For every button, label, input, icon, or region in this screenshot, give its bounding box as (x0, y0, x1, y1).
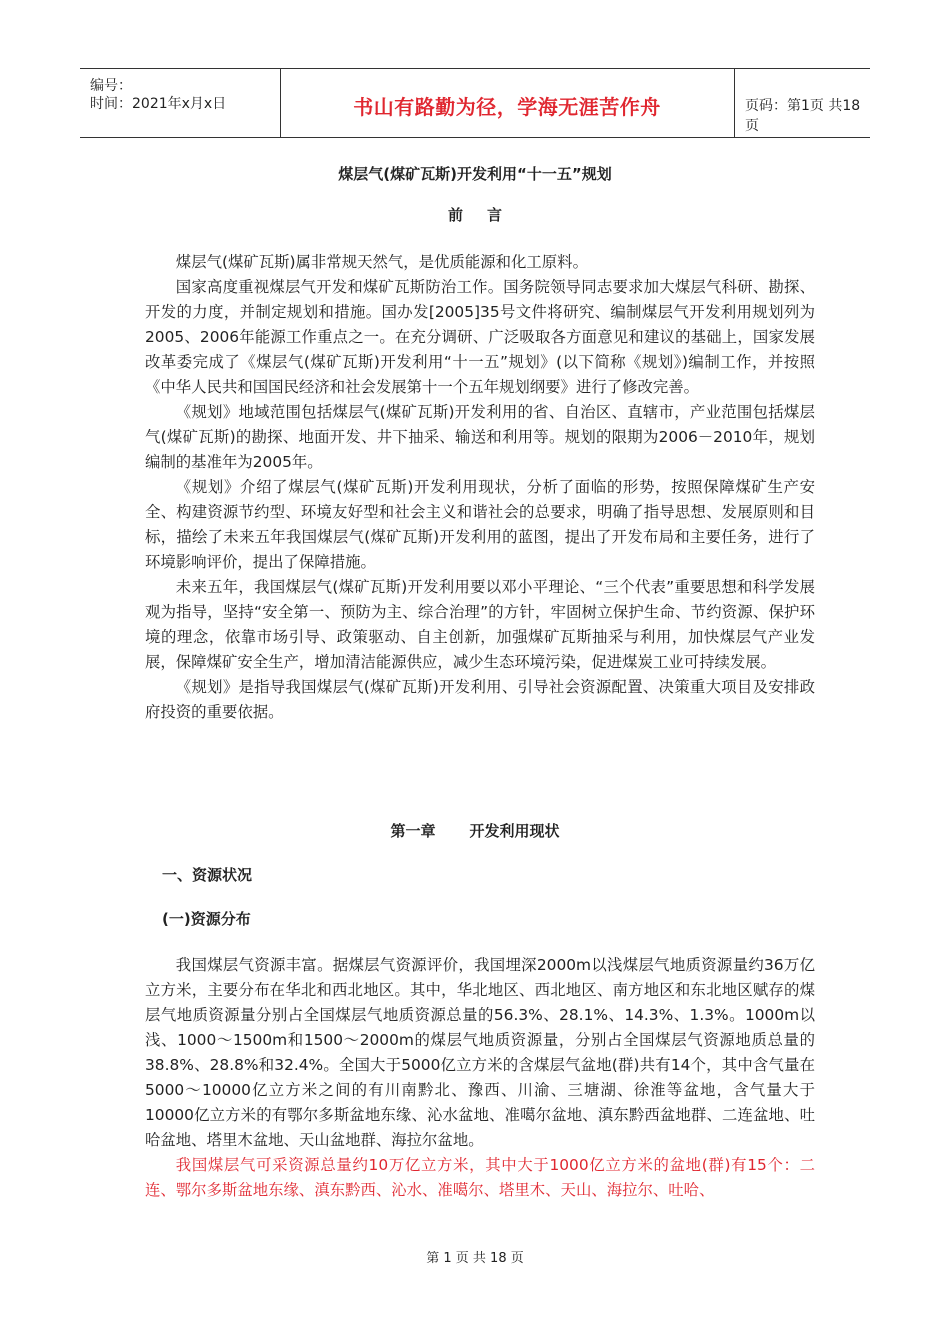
number-label: 编号： (90, 78, 132, 94)
paragraph: 《规划》是指导我国煤层气(煤矿瓦斯)开发利用、引导社会资源配置、决策重大项目及安排政府投资的重要依据。 (145, 678, 815, 721)
paragraph: 《规划》介绍了煤层气(煤矿瓦斯)开发利用现状，分析了面临的形势，按照保障煤矿生产安全、构建资源节约型、环境友好型和社会主义和谐社会的总要求，明确了指导思想、发展原则和目标，描绘了未来五年我国煤层气(煤矿瓦斯)开发利用的蓝图，提出了开发布局和主要任务，进行了环境影响评价，提出了保障措施。 (145, 478, 815, 571)
time-label: 时间：2021年x月x日 (90, 96, 227, 112)
subsection-heading: (一)资源分布 (162, 910, 251, 928)
document-header (80, 68, 870, 138)
motto: 书山有路勤为径，学海无涯苦作舟 (353, 95, 661, 119)
paragraph: 煤层气(煤矿瓦斯)属非常规天然气，是优质能源和化工原料。 (175, 253, 588, 271)
paragraph: 《规划》地域范围包括煤层气(煤矿瓦斯)开发利用的省、自治区、直辖市，产业范围包括煤层气(煤矿瓦斯)的勘探、地面开发、井下抽采、输送和利用等。规划的限期为2006－2010年，规划编制的基准年为2005年。 (145, 403, 815, 471)
resource-body (145, 953, 815, 1203)
paragraph: 国家高度重视煤层气开发和煤矿瓦斯防治工作。国务院领导同志要求加大煤层气科研、勘探、开发的力度，并制定规划和措施。国办发[2005]35号文件将研究、编制煤层气开发利用规划列为2005、2006年能源工作重点之一。在充分调研、广泛吸取各方面意见和建议的基础上，国家发展改革委完成了《煤层气(煤矿瓦斯)开发利用“十一五”规划》(以下简称《规划》)编制工作，并按照《中华人民共和国国民经济和社会发展第十一个五年规划纲要》进行了修改完善。 (145, 278, 815, 396)
preface-body (145, 250, 815, 725)
chapter-number: 第一章 (390, 822, 436, 840)
header-meta-cell (80, 69, 281, 137)
highlighted-paragraph: 我国煤层气可采资源总量约10万亿立方米，其中大于1000亿立方米的盆地(群)有15个：二连、鄂尔多斯盆地东缘、滇东黔西、沁水、准噶尔、塔里木、天山、海拉尔、吐哈、 (145, 1156, 815, 1199)
page-info: 页码：第1页 共18页 (745, 98, 861, 134)
header-motto-cell (280, 69, 735, 137)
chapter-title: 开发利用现状 (469, 822, 560, 840)
paragraph: 未来五年，我国煤层气(煤矿瓦斯)开发利用要以邓小平理论、“三个代表”重要思想和科学发展观为指导，坚持“安全第一、预防为主、综合治理”的方针，牢固树立保护生命、节约资源、保护环境的理念，依靠市场引导、政策驱动、自主创新，加强煤矿瓦斯抽采与利用，加快煤层气产业发展，保障煤矿安全生产，增加清洁能源供应，减少生态环境污染，促进煤炭工业可持续发展。 (145, 578, 815, 671)
chapter-heading (0, 820, 950, 841)
preface-heading: 前言 (447, 206, 526, 224)
header-page-cell (735, 69, 870, 137)
resource-paragraph: 我国煤层气资源丰富。据煤层气资源评价，我国埋深2000m以浅煤层气地质资源量约36万亿立方米，主要分布在华北和西北地区。其中，华北地区、西北地区、南方地区和东北地区赋存的煤层气地质资源量分别占全国煤层气地质资源总量的56.3%、28.1%、14.3%、1.3%。1000m以浅、1000～1500m和1500～2000m的煤层气地质资源量，分别占全国煤层气资源地质总量的38.8%、28.8%和32.4%。全国大于5000亿立方米的含煤层气盆地(群)共有14个，其中含气量在5000～10000亿立方米之间的有川南黔北、豫西、川渝、三塘湖、徐淮等盆地，含气量大于10000亿立方米的有鄂尔多斯盆地东缘、沁水盆地、准噶尔盆地、滇东黔西盆地群、二连盆地、吐哈盆地、塔里木盆地、天山盆地群、海拉尔盆地。 (145, 956, 815, 1149)
section-heading: 一、资源状况 (162, 866, 253, 884)
document-title: 煤层气(煤矿瓦斯)开发利用“十一五”规划 (338, 165, 612, 183)
page-footer: 第 1 页 共 18 页 (426, 1251, 524, 1266)
